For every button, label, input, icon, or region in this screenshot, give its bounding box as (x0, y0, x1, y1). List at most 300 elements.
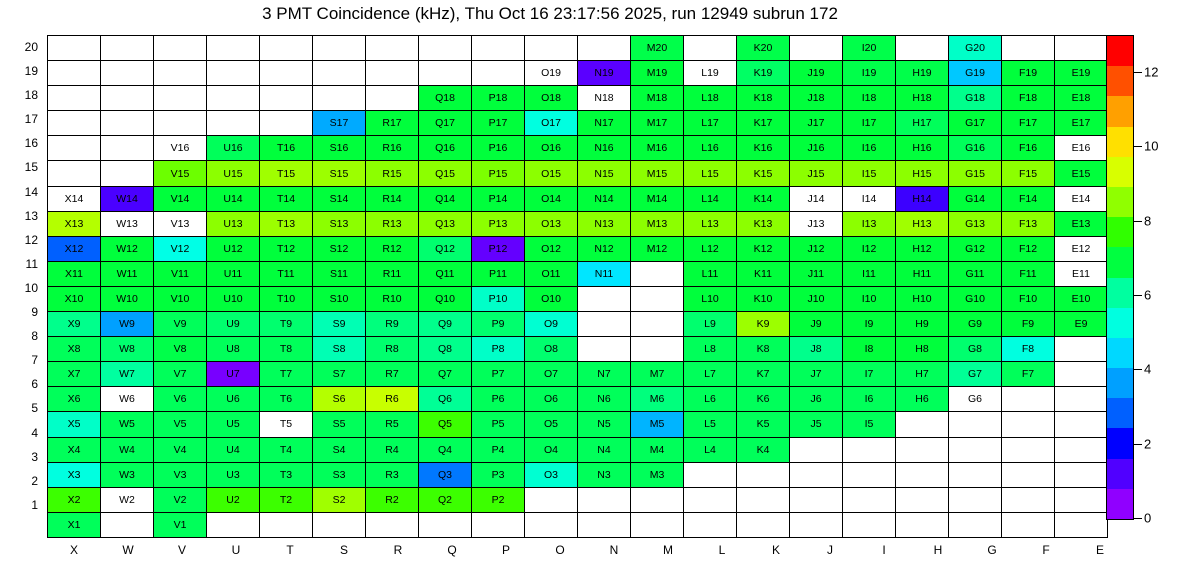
heatmap-cell: R16 (366, 136, 419, 161)
heatmap-cell: T16 (260, 136, 313, 161)
heatmap-cell: P2 (472, 487, 525, 512)
heatmap-cell: M6 (631, 387, 684, 412)
heatmap-cell-empty (101, 111, 154, 136)
heatmap-cell: S17 (313, 111, 366, 136)
heatmap-cell: T8 (260, 337, 313, 362)
heatmap-cell: O18 (525, 86, 578, 111)
heatmap-cell: H10 (896, 286, 949, 311)
heatmap-cell: P18 (472, 86, 525, 111)
heatmap-cell: P11 (472, 261, 525, 286)
heatmap-cell: R4 (366, 437, 419, 462)
x-tick-label: N (609, 543, 619, 557)
heatmap-cell-empty (207, 512, 260, 537)
heatmap-cell: H18 (896, 86, 949, 111)
heatmap-cell: I12 (843, 236, 896, 261)
heatmap-cell: H12 (896, 236, 949, 261)
heatmap-cell: F19 (1002, 61, 1055, 86)
heatmap-cell: L13 (684, 211, 737, 236)
heatmap-cell-empty (101, 86, 154, 111)
heatmap-cell: Q11 (419, 261, 472, 286)
heatmap-cell: L17 (684, 111, 737, 136)
heatmap-cell: H16 (896, 136, 949, 161)
heatmap-cell-empty (684, 487, 737, 512)
heatmap-cell: S6 (313, 387, 366, 412)
colorbar-tick-label: 8 (1144, 213, 1152, 229)
heatmap-cell: O10 (525, 286, 578, 311)
heatmap-cell-empty (578, 337, 631, 362)
heatmap-cell: W12 (101, 236, 154, 261)
heatmap-cell: O6 (525, 387, 578, 412)
heatmap-cell: Q9 (419, 312, 472, 337)
heatmap-cell: M3 (631, 462, 684, 487)
heatmap-cell: W5 (101, 412, 154, 437)
heatmap-cell: J19 (790, 61, 843, 86)
heatmap-cell: P13 (472, 211, 525, 236)
heatmap-cell: U10 (207, 286, 260, 311)
heatmap-cell: X12 (48, 236, 101, 261)
heatmap-cell: P16 (472, 136, 525, 161)
heatmap-cell: S8 (313, 337, 366, 362)
heatmap-cell: P3 (472, 462, 525, 487)
heatmap-cell: F8 (1002, 337, 1055, 362)
heatmap-cell-empty (207, 86, 260, 111)
heatmap-cell: S5 (313, 412, 366, 437)
heatmap-cell: E17 (1055, 111, 1108, 136)
heatmap-cell-empty (260, 36, 313, 61)
heatmap-cell: O19 (525, 61, 578, 86)
y-tick-label: 2 (31, 473, 38, 488)
heatmap-cell: S11 (313, 261, 366, 286)
heatmap-cell-empty (790, 437, 843, 462)
heatmap-cell-empty (578, 312, 631, 337)
heatmap-cell: E13 (1055, 211, 1108, 236)
heatmap-row (48, 111, 1108, 136)
heatmap-cell: O13 (525, 211, 578, 236)
heatmap-cell: L11 (684, 261, 737, 286)
y-tick-label: 17 (24, 112, 38, 127)
heatmap-cell: V5 (154, 412, 207, 437)
heatmap-row (48, 186, 1108, 211)
heatmap-cell: O7 (525, 362, 578, 387)
colorbar-tick-mark (1133, 444, 1142, 445)
heatmap-cell: S9 (313, 312, 366, 337)
heatmap-cell: N15 (578, 161, 631, 186)
heatmap-cell: N3 (578, 462, 631, 487)
heatmap-cell-empty (1055, 487, 1108, 512)
heatmap-cell: O15 (525, 161, 578, 186)
heatmap-cell: Q8 (419, 337, 472, 362)
colorbar-band (1107, 489, 1133, 519)
heatmap-cell-empty (578, 286, 631, 311)
heatmap-cell-empty (154, 86, 207, 111)
heatmap-cell: V2 (154, 487, 207, 512)
heatmap-cell-empty (790, 487, 843, 512)
colorbar-tick-mark (1133, 369, 1142, 370)
heatmap-cell: R3 (366, 462, 419, 487)
heatmap-cell-empty (472, 36, 525, 61)
heatmap-cell: S12 (313, 236, 366, 261)
heatmap-cell: J7 (790, 362, 843, 387)
heatmap-cell: I13 (843, 211, 896, 236)
heatmap-cell: E15 (1055, 161, 1108, 186)
heatmap-cell-empty (896, 462, 949, 487)
heatmap-cell: R7 (366, 362, 419, 387)
heatmap-cell: I5 (843, 412, 896, 437)
heatmap-cell: W8 (101, 337, 154, 362)
heatmap-cell: X10 (48, 286, 101, 311)
heatmap-cell: L10 (684, 286, 737, 311)
heatmap-row (48, 136, 1108, 161)
heatmap-cell: Q7 (419, 362, 472, 387)
heatmap-cell: X9 (48, 312, 101, 337)
heatmap-cell-empty (949, 437, 1002, 462)
heatmap-cell-empty (578, 512, 631, 537)
heatmap-row (48, 86, 1108, 111)
heatmap-row (48, 462, 1108, 487)
heatmap-row (48, 312, 1108, 337)
heatmap-cell: O17 (525, 111, 578, 136)
heatmap-cell-empty (101, 161, 154, 186)
heatmap-cell-empty (1002, 387, 1055, 412)
heatmap-cell: T12 (260, 236, 313, 261)
heatmap-cell: Q10 (419, 286, 472, 311)
colorbar-tick-mark (1133, 295, 1142, 296)
heatmap-cell-empty (684, 512, 737, 537)
heatmap-cell: T13 (260, 211, 313, 236)
heatmap-cell-empty (313, 512, 366, 537)
colorbar-tick-label: 2 (1144, 436, 1152, 452)
heatmap-cell-empty (207, 61, 260, 86)
y-tick-label: 11 (25, 256, 38, 271)
heatmap-cell: W6 (101, 387, 154, 412)
heatmap-cell: K5 (737, 412, 790, 437)
heatmap-cell: I11 (843, 261, 896, 286)
heatmap-cell-empty (419, 61, 472, 86)
heatmap-cell: I15 (843, 161, 896, 186)
heatmap-cell: J5 (790, 412, 843, 437)
heatmap-cell: F17 (1002, 111, 1055, 136)
heatmap-cell: W13 (101, 211, 154, 236)
heatmap-cell-empty (472, 512, 525, 537)
heatmap-cell: J17 (790, 111, 843, 136)
y-tick-label: 8 (31, 329, 38, 344)
y-tick-label: 9 (31, 305, 38, 320)
heatmap-cell-empty (843, 437, 896, 462)
heatmap-cell: K20 (737, 36, 790, 61)
heatmap-cell-empty (737, 512, 790, 537)
heatmap-cell: F13 (1002, 211, 1055, 236)
colorbar-tick-label: 6 (1144, 287, 1152, 303)
heatmap-cell: G17 (949, 111, 1002, 136)
colorbar-band (1107, 338, 1133, 368)
heatmap-cell: L19 (684, 61, 737, 86)
heatmap-cell-empty (207, 111, 260, 136)
heatmap-cell: G7 (949, 362, 1002, 387)
heatmap-cell: W9 (101, 312, 154, 337)
heatmap-cell: K8 (737, 337, 790, 362)
heatmap-cell: V1 (154, 512, 207, 537)
heatmap-cell: R15 (366, 161, 419, 186)
heatmap-cell-empty (101, 61, 154, 86)
heatmap-cell: N19 (578, 61, 631, 86)
heatmap-cell: W4 (101, 437, 154, 462)
heatmap-cell-empty (631, 261, 684, 286)
heatmap-cell: O16 (525, 136, 578, 161)
colorbar-band (1107, 127, 1133, 157)
heatmap-cell: Q2 (419, 487, 472, 512)
y-tick-label: 4 (31, 425, 38, 440)
heatmap-cell-empty (154, 61, 207, 86)
heatmap-cell: P8 (472, 337, 525, 362)
heatmap-cell: V11 (154, 261, 207, 286)
heatmap-cell: X1 (48, 512, 101, 537)
heatmap-cell: I16 (843, 136, 896, 161)
heatmap-row (48, 487, 1108, 512)
heatmap-cell: P10 (472, 286, 525, 311)
heatmap-cell: R5 (366, 412, 419, 437)
heatmap-cell-empty (48, 61, 101, 86)
heatmap-cell: M20 (631, 36, 684, 61)
heatmap-cell-empty (525, 36, 578, 61)
y-tick-label: 19 (24, 64, 38, 79)
heatmap-cell: G19 (949, 61, 1002, 86)
heatmap-cell: P15 (472, 161, 525, 186)
y-tick-label: 13 (24, 208, 38, 223)
heatmap-cell: K10 (737, 286, 790, 311)
heatmap-row (48, 61, 1108, 86)
y-tick-label: 16 (24, 136, 38, 151)
heatmap-cell: E14 (1055, 186, 1108, 211)
heatmap-cell: R2 (366, 487, 419, 512)
heatmap-row (48, 512, 1108, 537)
heatmap-cell: K9 (737, 312, 790, 337)
heatmap-cell-empty (684, 462, 737, 487)
heatmap-cell: I20 (843, 36, 896, 61)
heatmap-cell-empty (896, 512, 949, 537)
heatmap-cell: R14 (366, 186, 419, 211)
heatmap-cell: P7 (472, 362, 525, 387)
heatmap-cell: V15 (154, 161, 207, 186)
heatmap-cell-empty (1055, 437, 1108, 462)
heatmap-cell: G18 (949, 86, 1002, 111)
colorbar-band (1107, 247, 1133, 277)
heatmap-cell: M14 (631, 186, 684, 211)
heatmap-cell-empty (313, 61, 366, 86)
heatmap-cell: G20 (949, 36, 1002, 61)
heatmap-cell: H7 (896, 362, 949, 387)
colorbar-band (1107, 36, 1133, 66)
heatmap-cell: R13 (366, 211, 419, 236)
heatmap-cell: Q17 (419, 111, 472, 136)
y-tick-label: 15 (24, 160, 38, 175)
heatmap-cell-empty (1055, 412, 1108, 437)
heatmap-cell: J11 (790, 261, 843, 286)
heatmap-cell: W14 (101, 186, 154, 211)
heatmap-cell-empty (313, 36, 366, 61)
heatmap-cell: F12 (1002, 236, 1055, 261)
heatmap-cell: V16 (154, 136, 207, 161)
heatmap-cell: G16 (949, 136, 1002, 161)
colorbar-tick-label: 0 (1144, 510, 1152, 526)
heatmap-cell: U9 (207, 312, 260, 337)
heatmap-cell: X5 (48, 412, 101, 437)
heatmap-cell: Q5 (419, 412, 472, 437)
heatmap-cell: T9 (260, 312, 313, 337)
heatmap-cell: K11 (737, 261, 790, 286)
heatmap-cell: P17 (472, 111, 525, 136)
heatmap-cell: R17 (366, 111, 419, 136)
y-tick-label: 20 (24, 40, 38, 54)
colorbar-band (1107, 368, 1133, 398)
heatmap-cell: T7 (260, 362, 313, 387)
y-tick-label: 3 (31, 449, 38, 464)
y-tick-label: 6 (31, 377, 38, 392)
heatmap-cell-empty (896, 487, 949, 512)
colorbar-tick-mark (1133, 221, 1142, 222)
heatmap-cell: H8 (896, 337, 949, 362)
heatmap-cell: E19 (1055, 61, 1108, 86)
heatmap-cell: V13 (154, 211, 207, 236)
heatmap-cell: R11 (366, 261, 419, 286)
heatmap-cell: F15 (1002, 161, 1055, 186)
heatmap-cell: R10 (366, 286, 419, 311)
heatmap-cell: G12 (949, 236, 1002, 261)
colorbar-tick-label: 10 (1144, 138, 1159, 154)
heatmap-cell-empty (260, 61, 313, 86)
colorbar-ticks (1133, 35, 1193, 526)
heatmap-cell-empty (101, 136, 154, 161)
colorbar-band (1107, 459, 1133, 489)
heatmap-cell: M13 (631, 211, 684, 236)
heatmap-cell: G14 (949, 186, 1002, 211)
heatmap-cell-empty (207, 36, 260, 61)
colorbar-tick-label: 4 (1144, 361, 1152, 377)
heatmap-cell: F9 (1002, 312, 1055, 337)
heatmap-cell: X7 (48, 362, 101, 387)
heatmap-cell-empty (260, 512, 313, 537)
heatmap-cell-empty (366, 36, 419, 61)
x-tick-label: U (231, 543, 241, 557)
colorbar (1106, 35, 1134, 520)
x-tick-label: J (827, 543, 833, 557)
heatmap-cell: V12 (154, 236, 207, 261)
colorbar-band (1107, 96, 1133, 126)
heatmap-cell: M5 (631, 412, 684, 437)
heatmap-cell: J10 (790, 286, 843, 311)
heatmap-cell: I6 (843, 387, 896, 412)
heatmap-cell: F10 (1002, 286, 1055, 311)
heatmap-row (48, 387, 1108, 412)
heatmap-cell: N4 (578, 437, 631, 462)
heatmap-cell-empty (154, 111, 207, 136)
heatmap-cell: E9 (1055, 312, 1108, 337)
heatmap-cell-empty (1055, 362, 1108, 387)
x-tick-label: X (69, 543, 78, 557)
heatmap-cell: K17 (737, 111, 790, 136)
heatmap-cell-empty (366, 512, 419, 537)
heatmap-cell: I17 (843, 111, 896, 136)
heatmap-cell: M15 (631, 161, 684, 186)
heatmap-cell: M19 (631, 61, 684, 86)
heatmap-cell: E12 (1055, 236, 1108, 261)
heatmap-cell: J14 (790, 186, 843, 211)
heatmap-cell: O9 (525, 312, 578, 337)
heatmap-cell: P5 (472, 412, 525, 437)
y-tick-label: 18 (24, 88, 38, 103)
heatmap-cell: G6 (949, 387, 1002, 412)
heatmap-cell: K15 (737, 161, 790, 186)
x-tick-label: S (339, 543, 348, 557)
x-tick-label: O (555, 543, 565, 557)
heatmap-cell: N7 (578, 362, 631, 387)
heatmap-cell: V4 (154, 437, 207, 462)
heatmap-cell-empty (631, 337, 684, 362)
heatmap-cell-empty (896, 36, 949, 61)
heatmap-cell: P14 (472, 186, 525, 211)
heatmap-cell: K16 (737, 136, 790, 161)
heatmap-cell: U3 (207, 462, 260, 487)
heatmap-cell: P9 (472, 312, 525, 337)
heatmap-cell: K4 (737, 437, 790, 462)
heatmap-cell: S16 (313, 136, 366, 161)
x-tick-label: T (286, 543, 294, 557)
heatmap-cell: X2 (48, 487, 101, 512)
heatmap-cell: F7 (1002, 362, 1055, 387)
heatmap-cell: S10 (313, 286, 366, 311)
heatmap-cell-empty (790, 36, 843, 61)
heatmap-cell: J18 (790, 86, 843, 111)
heatmap-cell: L4 (684, 437, 737, 462)
heatmap-cell: Q14 (419, 186, 472, 211)
heatmap-cell: Q13 (419, 211, 472, 236)
heatmap-cell: R6 (366, 387, 419, 412)
heatmap-cell: W7 (101, 362, 154, 387)
heatmap-cell: N14 (578, 186, 631, 211)
y-tick-label: 10 (24, 280, 38, 295)
heatmap-cell: O14 (525, 186, 578, 211)
heatmap-cell: I18 (843, 86, 896, 111)
heatmap-cell-empty (101, 36, 154, 61)
colorbar-tick-mark (1133, 72, 1142, 73)
heatmap-cell: W3 (101, 462, 154, 487)
x-tick-label: L (718, 543, 726, 557)
heatmap-cell: N11 (578, 261, 631, 286)
heatmap-cell-empty (1055, 462, 1108, 487)
heatmap-cell: V7 (154, 362, 207, 387)
heatmap-cell-empty (896, 412, 949, 437)
heatmap-cell: H14 (896, 186, 949, 211)
heatmap-cell: X6 (48, 387, 101, 412)
heatmap-cell: L15 (684, 161, 737, 186)
heatmap-cell-empty (48, 136, 101, 161)
heatmap-cell: H6 (896, 387, 949, 412)
heatmap-cell-empty (1002, 412, 1055, 437)
heatmap-cell: U8 (207, 337, 260, 362)
heatmap-cell: X8 (48, 337, 101, 362)
heatmap-cell: W11 (101, 261, 154, 286)
heatmap-cell-empty (949, 487, 1002, 512)
x-tick-label: I (882, 543, 886, 557)
heatmap-cell: N16 (578, 136, 631, 161)
heatmap-cell-empty (737, 487, 790, 512)
heatmap-cell-empty (843, 462, 896, 487)
colorbar-tick-mark (1133, 146, 1142, 147)
heatmap-cell: U13 (207, 211, 260, 236)
heatmap-cell: N18 (578, 86, 631, 111)
heatmap-cell: U2 (207, 487, 260, 512)
heatmap-cell-empty (313, 86, 366, 111)
heatmap-cell: J16 (790, 136, 843, 161)
